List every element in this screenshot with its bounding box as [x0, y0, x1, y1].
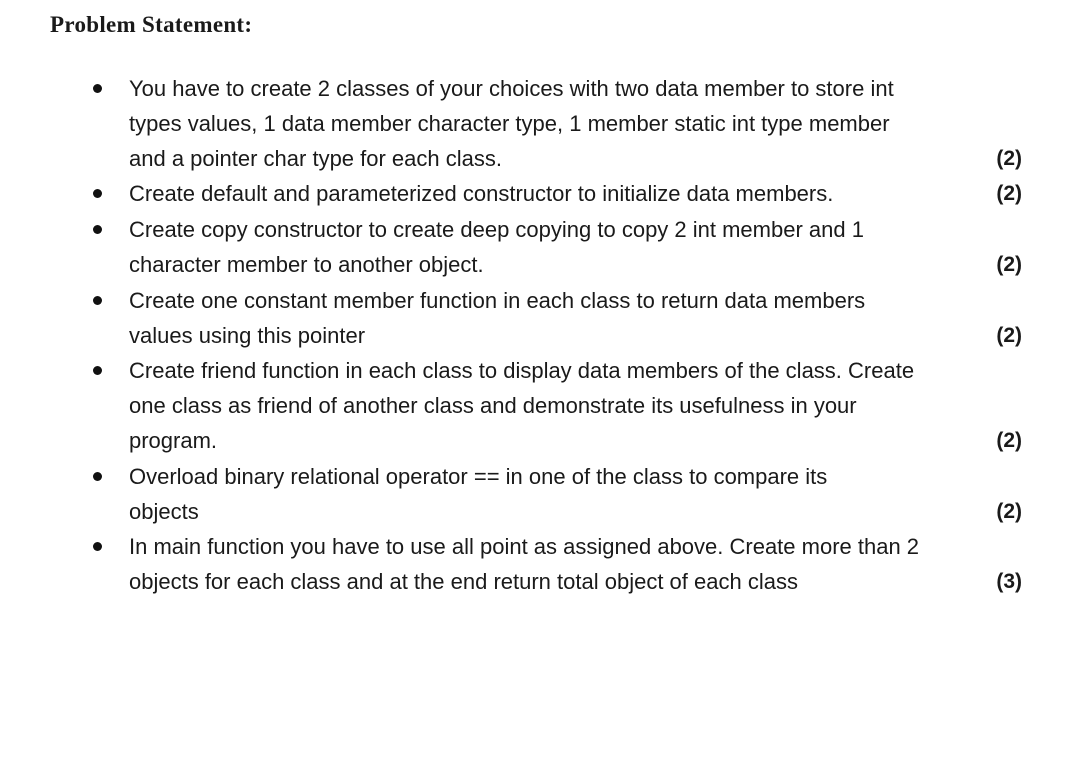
- marks-label: (2): [996, 147, 1022, 170]
- bullet-icon: [93, 472, 102, 481]
- requirement-line: You have to create 2 classes of your choices with two data member to store int: [129, 76, 894, 101]
- bullet-icon: [93, 225, 102, 234]
- requirement-line: character member to another object.: [129, 252, 484, 277]
- bullet-icon: [93, 542, 102, 551]
- marks-label: (2): [996, 253, 1022, 276]
- bullet-icon: [93, 366, 102, 375]
- marks-label: (2): [996, 324, 1022, 347]
- requirement-line: objects for each class and at the end return total object of each class: [129, 569, 798, 594]
- requirement-line: objects: [129, 499, 199, 524]
- requirement-line: Overload binary relational operator == in one of the class to compare its: [129, 464, 828, 489]
- requirement-line: program.: [129, 428, 218, 453]
- bullet-icon: [93, 84, 102, 93]
- requirement-line: Create default and parameterized constructor to initialize data members.: [129, 181, 834, 206]
- marks-label: (3): [996, 570, 1022, 593]
- marks-label: (2): [996, 500, 1022, 523]
- marks-label: (2): [996, 182, 1022, 205]
- requirement-line: Create friend function in each class to display data members of the class. Create: [129, 358, 915, 383]
- requirement-line: Create copy constructor to create deep copying to copy 2 int member and 1: [129, 217, 864, 242]
- requirement-line: In main function you have to use all point as assigned above. Create more than 2: [129, 534, 920, 559]
- marks-label: (2): [996, 429, 1022, 452]
- requirement-line: one class as friend of another class and demonstrate its usefulness in your: [129, 393, 857, 418]
- bullet-icon: [93, 296, 102, 305]
- requirement-line: types values, 1 data member character type, 1 member static int type member: [129, 111, 890, 136]
- requirement-line: Create one constant member function in each class to return data members: [129, 288, 866, 313]
- problem-statement-heading: Problem Statement:: [50, 12, 253, 37]
- requirement-line: and a pointer char type for each class.: [129, 146, 502, 171]
- bullet-icon: [93, 189, 102, 198]
- requirement-line: values using this pointer: [129, 323, 366, 348]
